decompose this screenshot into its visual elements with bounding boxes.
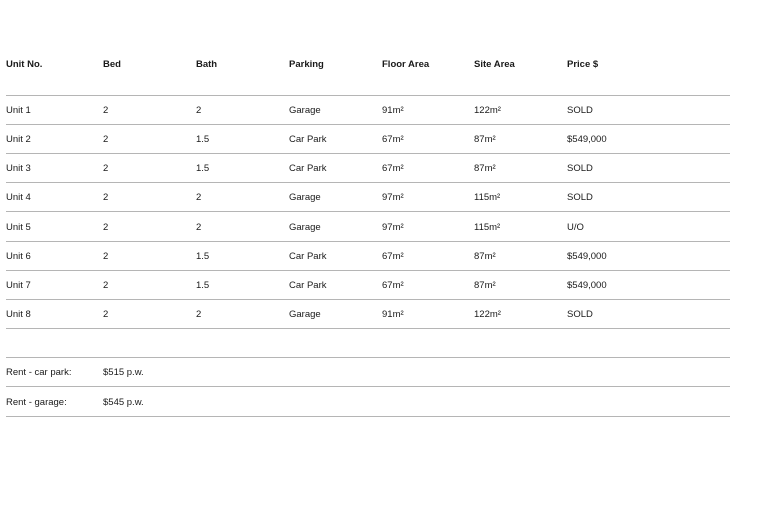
cell-floor-area: 97m² xyxy=(382,192,404,203)
cell-bath: 2 xyxy=(196,105,202,116)
cell-price: $549,000 xyxy=(567,251,607,262)
cell-floor-area: 67m² xyxy=(382,163,404,174)
cell-site-area: 87m² xyxy=(474,134,496,145)
cell-floor-area: 67m² xyxy=(382,251,404,262)
cell-floor-area: 91m² xyxy=(382,105,404,116)
cell-bed: 2 xyxy=(103,163,109,174)
cell-parking: Garage xyxy=(289,105,321,116)
cell-parking: Car Park xyxy=(289,163,327,174)
cell-bed: 2 xyxy=(103,280,109,291)
cell-bed: 2 xyxy=(103,251,109,262)
cell-bath: 1.5 xyxy=(196,163,210,174)
header-site-area: Site Area xyxy=(474,59,515,70)
divider xyxy=(6,416,730,417)
cell-price: SOLD xyxy=(567,192,593,203)
cell-unit: Unit 8 xyxy=(6,309,31,320)
cell-bed: 2 xyxy=(103,192,109,203)
cell-unit: Unit 1 xyxy=(6,105,31,116)
table-row xyxy=(6,251,730,265)
cell-unit: Unit 6 xyxy=(6,251,31,262)
cell-parking: Car Park xyxy=(289,280,327,291)
header-parking: Parking xyxy=(289,59,324,70)
cell-floor-area: 67m² xyxy=(382,134,404,145)
cell-site-area: 87m² xyxy=(474,280,496,291)
rent-garage-label: Rent - garage: xyxy=(6,397,67,408)
divider xyxy=(6,211,730,212)
rent-car-park-row xyxy=(6,367,730,381)
cell-site-area: 115m² xyxy=(474,192,501,203)
divider xyxy=(6,328,730,329)
header-floor-area: Floor Area xyxy=(382,59,430,70)
cell-price: SOLD xyxy=(567,163,593,174)
cell-floor-area: 67m² xyxy=(382,280,404,291)
cell-parking: Garage xyxy=(289,309,321,320)
cell-parking: Car Park xyxy=(289,251,327,262)
cell-bath: 1.5 xyxy=(196,134,210,145)
cell-unit: Unit 3 xyxy=(6,163,31,174)
cell-bath: 2 xyxy=(196,309,202,320)
cell-price: $549,000 xyxy=(567,134,607,145)
cell-price: SOLD xyxy=(567,309,593,320)
cell-parking: Car Park xyxy=(289,134,327,145)
divider xyxy=(6,153,730,154)
rent-garage-value: $545 p.w. xyxy=(103,397,144,408)
cell-unit: Unit 7 xyxy=(6,280,31,291)
divider xyxy=(6,241,730,242)
cell-bed: 2 xyxy=(103,222,109,233)
divider xyxy=(6,124,730,125)
cell-site-area: 87m² xyxy=(474,251,496,262)
table-row xyxy=(6,280,730,294)
divider xyxy=(6,386,730,387)
table-row xyxy=(6,192,730,206)
header-bath: Bath xyxy=(196,59,218,70)
rent-car-park-label: Rent - car park: xyxy=(6,367,72,378)
cell-price: U/O xyxy=(567,222,584,233)
cell-bed: 2 xyxy=(103,134,109,145)
rent-garage-row xyxy=(6,397,730,411)
divider xyxy=(6,182,730,183)
cell-floor-area: 91m² xyxy=(382,309,404,320)
divider xyxy=(6,357,730,358)
header-unit-no: Unit No. xyxy=(6,59,43,70)
cell-price: SOLD xyxy=(567,105,593,116)
table-row xyxy=(6,105,730,119)
cell-bed: 2 xyxy=(103,105,109,116)
cell-site-area: 87m² xyxy=(474,163,496,174)
divider xyxy=(6,95,730,96)
divider xyxy=(6,270,730,271)
header-price: Price $ xyxy=(567,59,599,70)
cell-site-area: 115m² xyxy=(474,222,501,233)
cell-unit: Unit 5 xyxy=(6,222,31,233)
cell-site-area: 122m² xyxy=(474,105,501,116)
cell-floor-area: 97m² xyxy=(382,222,404,233)
table-row xyxy=(6,134,730,148)
cell-price: $549,000 xyxy=(567,280,607,291)
cell-unit: Unit 2 xyxy=(6,134,31,145)
cell-bath: 2 xyxy=(196,192,202,203)
divider xyxy=(6,299,730,300)
cell-bath: 1.5 xyxy=(196,251,210,262)
table-row xyxy=(6,163,730,177)
cell-bed: 2 xyxy=(103,309,109,320)
cell-parking: Garage xyxy=(289,192,321,203)
rent-car-park-value: $515 p.w. xyxy=(103,367,144,378)
header-bed: Bed xyxy=(103,59,121,70)
table-header-row xyxy=(6,59,730,73)
table-row xyxy=(6,222,730,236)
cell-site-area: 122m² xyxy=(474,309,501,320)
cell-parking: Garage xyxy=(289,222,321,233)
cell-bath: 2 xyxy=(196,222,202,233)
cell-bath: 1.5 xyxy=(196,280,210,291)
cell-unit: Unit 4 xyxy=(6,192,31,203)
table-row xyxy=(6,309,730,323)
